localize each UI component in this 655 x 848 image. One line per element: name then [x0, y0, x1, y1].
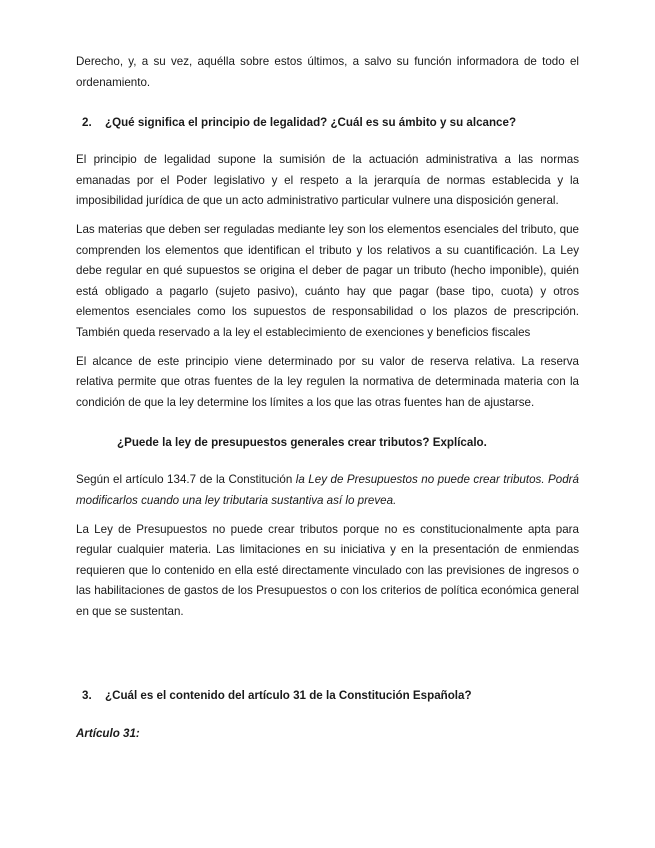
section-2-title: ¿Qué significa el principio de legalidad? ¿Cuál es su ámbito y su alcance? [105, 116, 517, 130]
intro-paragraph: Derecho, y, a su vez, aquélla sobre estos últimos, a salvo su función informadora de todo el ordenamiento. [76, 55, 579, 89]
section-3-heading [76, 686, 579, 706]
article-31-label: Artículo 31: [76, 727, 140, 741]
section-2-number: 2. [82, 116, 92, 130]
quote-italic: la Ley de Presupuestos no puede crear tributos. Podrá modificarlos cuando una ley tributaria sustantiva así lo prevea. [76, 473, 579, 507]
article-134-quote-paragraph [76, 470, 579, 511]
legality-reach-paragraph: El alcance de este principio viene determinado por su valor de reserva relativa. La reserva relativa permite que otras fuentes de la ley regulen la normativa de determinada materia con la condición de que la ley determine los límites a los que las otras fuentes han de ajustarse. [76, 354, 579, 409]
legality-scope-paragraph: Las materias que deben ser reguladas mediante ley son los elementos esenciales del tributo, que comprenden los elementos que identifican el tributo y los relativos a su cuantificación. La Ley debe regular en qué supuestos se origina el deber de pagar un tributo (hecho imponible), quién está obligado a pagarlo (sujeto pasivo), cuánto hay que pagar (base tipo, cuota) y otros elementos esenciales como los supuestos de responsabilidad o los plazos de prescripción. También queda reservado a la ley el establecimiento de exenciones y beneficios fiscales [76, 222, 579, 339]
budget-law-paragraph: La Ley de Presupuestos no puede crear tributos porque no es constitucionalmente apta para regular cualquier materia. Las limitaciones en su iniciativa y en la presentación de enmiendas requieren que lo contenido en ella esté directamente vinculado con las previsiones de ingresos o las habilitaciones de gastos de los Presupuestos o con los criterios de política económica general en que se sustentan. [76, 522, 579, 618]
section-3-title: ¿Cuál es el contenido del artículo 31 de la Constitución Española? [105, 689, 472, 703]
document-page [76, 52, 579, 744]
quote-intro: Según el artículo 134.7 de la Constitución [76, 473, 296, 487]
section-2-heading [76, 113, 579, 133]
legality-definition-paragraph: El principio de legalidad supone la sumisión de la actuación administrativa a las normas emanadas por el Poder legislativo y el respeto a la jerarquía de normas establecida y la imposibilidad jurídica de que un acto administrativo particular vulnere una disposición general. [76, 153, 579, 208]
budget-law-heading: ¿Puede la ley de presupuestos generales crear tributos? Explícalo. [117, 436, 487, 450]
section-3-number: 3. [82, 689, 92, 703]
